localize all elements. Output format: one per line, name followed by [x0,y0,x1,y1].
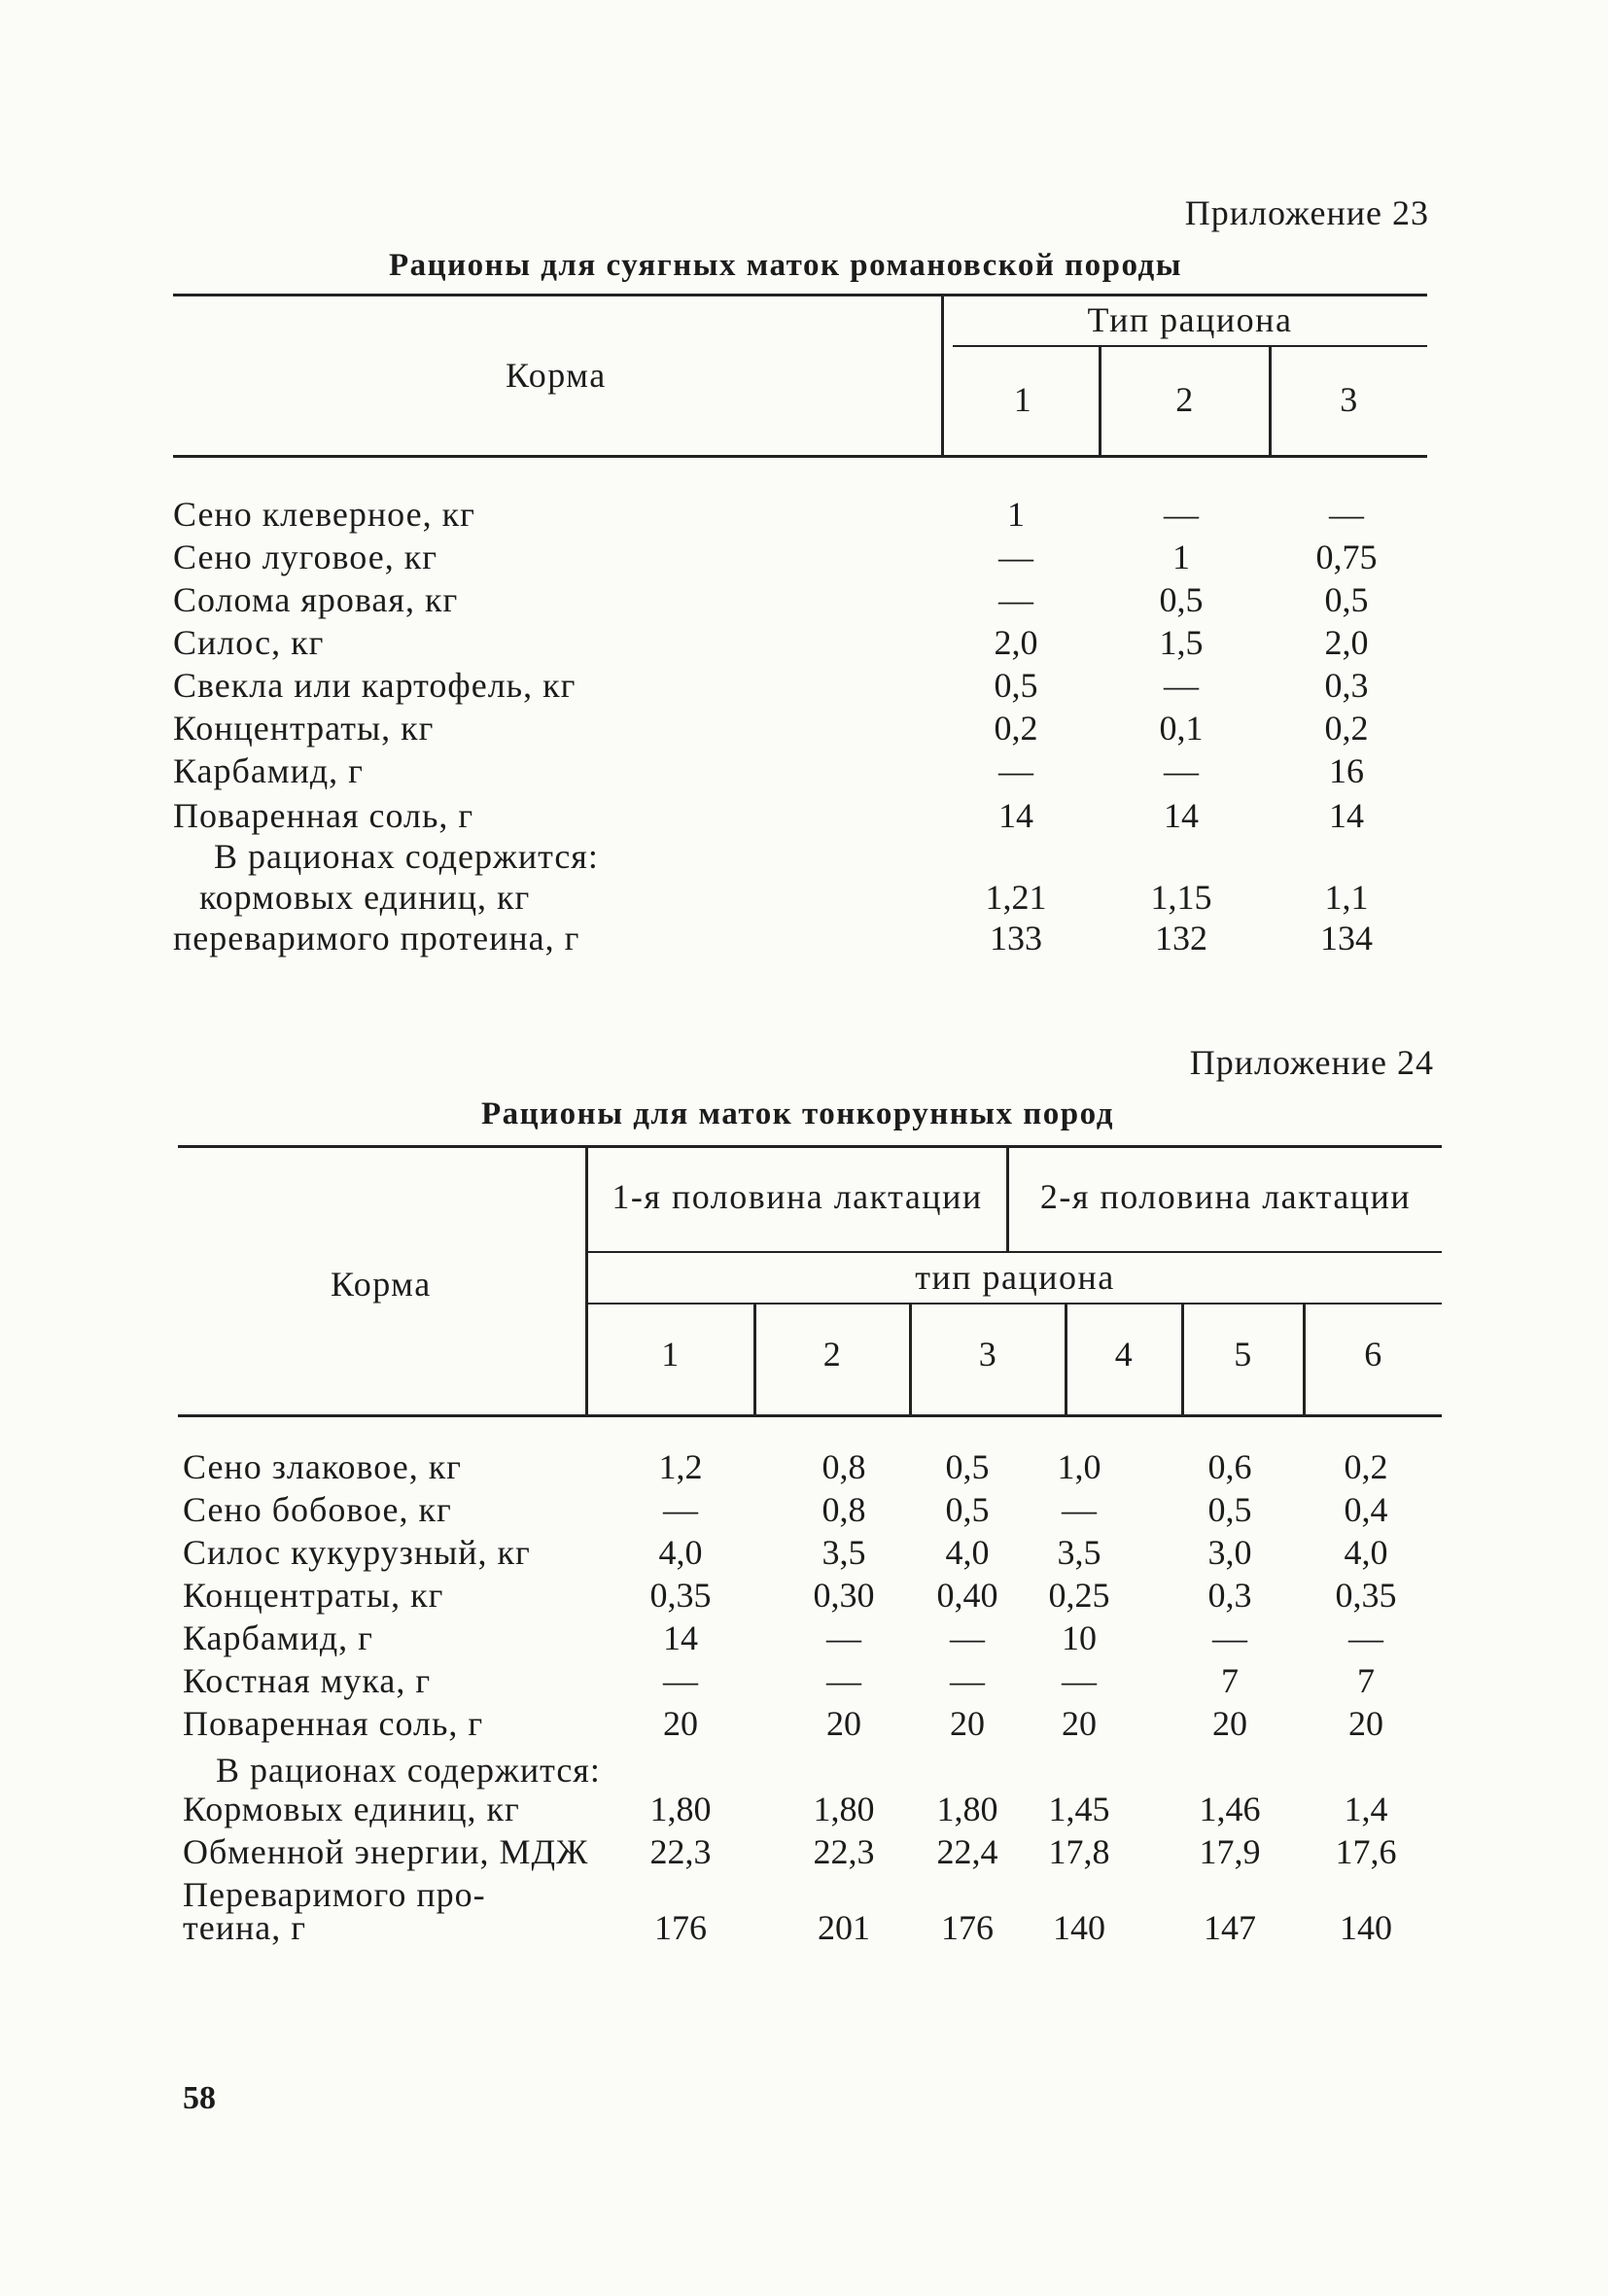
table-24-type-header: тип рациона [915,1258,1115,1297]
table-23-cell: — [998,580,1033,619]
table-24-cell: 140 [1053,1908,1105,1947]
table-24-cell: 201 [818,1908,870,1947]
table-24-cell: 147 [1204,1908,1256,1947]
table-24-cell: 14 [663,1618,698,1657]
table-23-cell: — [1164,666,1199,705]
row-label: Концентраты, кг [183,1576,444,1615]
table-23-header-rule [173,455,1427,458]
table-24-cell: 22,3 [649,1832,712,1871]
table-24-cell: 0,8 [821,1490,866,1529]
row-label: Карбамид, г [183,1618,373,1657]
row-label: Костная мука, г [183,1661,432,1700]
row-label: В рационах содержится: [214,837,599,876]
table-24-cell: 3,5 [821,1533,866,1572]
table-23-cell: 0,5 [1324,580,1369,619]
row-label: Поваренная соль, г [173,796,474,835]
table-24-cell: 1,80 [813,1790,875,1828]
table-24-half1-header: 1-я половина лактации [612,1177,983,1216]
appendix-23-label: Приложение 23 [1184,193,1429,232]
table-24-cell: 1,0 [1057,1447,1101,1486]
table-23-cell: 1 [1007,495,1025,534]
page-number: 58 [183,2080,216,2116]
table-24-cell: — [1348,1618,1383,1657]
table-23-cell: 14 [1329,796,1364,835]
table-23-cell: — [1164,751,1199,790]
table-23-cell: 1,1 [1324,878,1369,917]
table-24-cell: 0,35 [1335,1576,1397,1615]
table-23-cell: — [998,538,1033,576]
table-23-cell: 133 [990,919,1042,957]
row-label: Обменной энергии, МДЖ [183,1832,589,1871]
table-24-cell: 0,4 [1344,1490,1388,1529]
table-24-cell: — [663,1661,698,1700]
table-24-cell: 0,35 [649,1576,712,1615]
table-24-cell: 20 [826,1704,861,1743]
table-23-cell: 0,3 [1324,666,1369,705]
table-23-cell: 14 [1164,796,1199,835]
table-24-half-rule [588,1251,1442,1253]
table-23-corner-header: Корма [506,356,607,395]
table-23-cell: 1 [1172,538,1190,576]
row-label: Сено бобовое, кг [183,1490,452,1529]
table-24-type-rule [588,1303,1442,1305]
table-24-col-6-header: 6 [1364,1335,1383,1374]
table-23-cell: 14 [998,796,1033,835]
table-23-vrule-corner [941,296,944,455]
table-24-col-1-header: 1 [661,1335,681,1374]
table-24-cell: 0,2 [1344,1447,1388,1486]
table-24-col-3-header: 3 [978,1335,998,1374]
table-24-cell: 4,0 [658,1533,703,1572]
table-24-cell: 0,3 [1207,1576,1252,1615]
table-24-cell: — [950,1661,985,1700]
table-24-cell: 7 [1221,1661,1239,1700]
table-24-col-2-header: 2 [822,1335,843,1374]
table-24-half2-header: 2-я половина лактации [1039,1177,1412,1216]
table-24-cell: — [950,1618,985,1657]
row-label: Карбамид, г [173,751,364,790]
row-label: Сено клеверное, кг [173,495,475,534]
table-24-cell: 1,2 [658,1447,703,1486]
table-24-cell: 3,0 [1207,1533,1252,1572]
table-24-cell: 20 [1348,1704,1383,1743]
table-24-cell: 0,5 [945,1490,990,1529]
table-23-cell: 132 [1155,919,1207,957]
table-23-cell: 0,5 [1159,580,1204,619]
table-24-cell: 140 [1340,1908,1392,1947]
table-24-cell: — [1212,1618,1247,1657]
table-24-cell: 17,8 [1048,1832,1110,1871]
table-23-cell: 16 [1329,751,1364,790]
row-label: Сено злаковое, кг [183,1447,462,1486]
table-23-cell: 2,0 [1324,623,1369,662]
row-label: В рационах содержится: [216,1751,601,1790]
row-label: Концентраты, кг [173,709,435,748]
row-label: Сено луговое, кг [173,538,437,576]
table-24-cell: 4,0 [945,1533,990,1572]
table-24-cell: 20 [1062,1704,1097,1743]
row-label: Свекла или картофель, кг [173,666,577,705]
table-24-cell: 10 [1062,1618,1097,1657]
appendix-24-title: Рационы для маток тонкорунных пород [481,1096,1114,1131]
table-24-col-4-header: 4 [1114,1335,1135,1374]
table-24-cell: 3,5 [1057,1533,1101,1572]
table-24-cell: 7 [1357,1661,1375,1700]
table-23-cell: 2,0 [994,623,1038,662]
table-24-cell: 17,6 [1335,1832,1397,1871]
row-label: теина, г [183,1908,306,1947]
table-24-cell: 22,4 [936,1832,998,1871]
table-24-cell: 1,45 [1048,1790,1110,1828]
table-24-cell: 20 [950,1704,985,1743]
table-23-cell: 134 [1320,919,1373,957]
table-23-cell: 1,5 [1159,623,1204,662]
table-24-cell: 0,6 [1207,1447,1252,1486]
table-24-cell: 20 [1212,1704,1247,1743]
table-24-cell: 22,3 [813,1832,875,1871]
table-23-col-1-header: 1 [1013,380,1033,419]
row-label: кормовых единиц, кг [199,878,531,917]
table-24-cell: 176 [654,1908,707,1947]
row-label: Кормовых единиц, кг [183,1790,520,1828]
table-23-cell: 0,75 [1315,538,1378,576]
table-23-top-rule [173,294,1427,296]
table-23-cell: 0,2 [994,709,1038,748]
table-23-group-header: Тип рациона [1087,300,1293,339]
table-24-cell: 0,5 [1207,1490,1252,1529]
table-23-col-3-header: 3 [1340,380,1359,419]
table-23-cell: 0,5 [994,666,1038,705]
table-23-cell: — [1329,495,1364,534]
row-label: Солома яровая, кг [173,580,459,619]
table-24-cell: — [1062,1661,1097,1700]
table-24-cell: 17,9 [1199,1832,1261,1871]
table-24-cell: — [663,1490,698,1529]
table-23-cell: 0,1 [1159,709,1204,748]
table-24-header-rule [178,1414,1442,1417]
table-23-cell: 1,21 [985,878,1047,917]
table-24-cell: 1,80 [936,1790,998,1828]
table-24-cell: — [826,1618,861,1657]
table-23-cell: 1,15 [1150,878,1212,917]
row-label: Переваримого про- [183,1875,486,1914]
table-24-cell: 1,4 [1344,1790,1388,1828]
table-24-cell: 4,0 [1344,1533,1388,1572]
table-24-top-rule [178,1145,1442,1148]
table-23-group-rule [953,345,1427,347]
table-24-cell: — [826,1661,861,1700]
table-24-cell: 20 [663,1704,698,1743]
table-24-cell: 0,30 [813,1576,875,1615]
table-24-cell: 1,80 [649,1790,712,1828]
table-24-cell: 0,40 [936,1576,998,1615]
table-24-cell: — [1062,1490,1097,1529]
table-24-cell: 0,25 [1048,1576,1110,1615]
row-label: Поваренная соль, г [183,1704,484,1743]
table-23-cell: — [1164,495,1199,534]
table-23-cell: — [998,751,1033,790]
table-24-cell: 176 [941,1908,994,1947]
table-24-corner-header: Корма [331,1265,432,1304]
row-label: Силос, кг [173,623,325,662]
row-label: переваримого протеина, г [173,919,580,957]
table-24-cell: 0,8 [821,1447,866,1486]
appendix-24-label: Приложение 24 [1189,1043,1434,1082]
row-label: Силос кукурузный, кг [183,1533,531,1572]
table-24-cell: 0,5 [945,1447,990,1486]
appendix-23-title: Рационы для суягных маток романовской породы [389,248,1182,283]
table-23-col-2-header: 2 [1175,380,1195,419]
table-23-cell: 0,2 [1324,709,1369,748]
table-24-col-5-header: 5 [1234,1335,1253,1374]
table-24-cell: 1,46 [1199,1790,1261,1828]
